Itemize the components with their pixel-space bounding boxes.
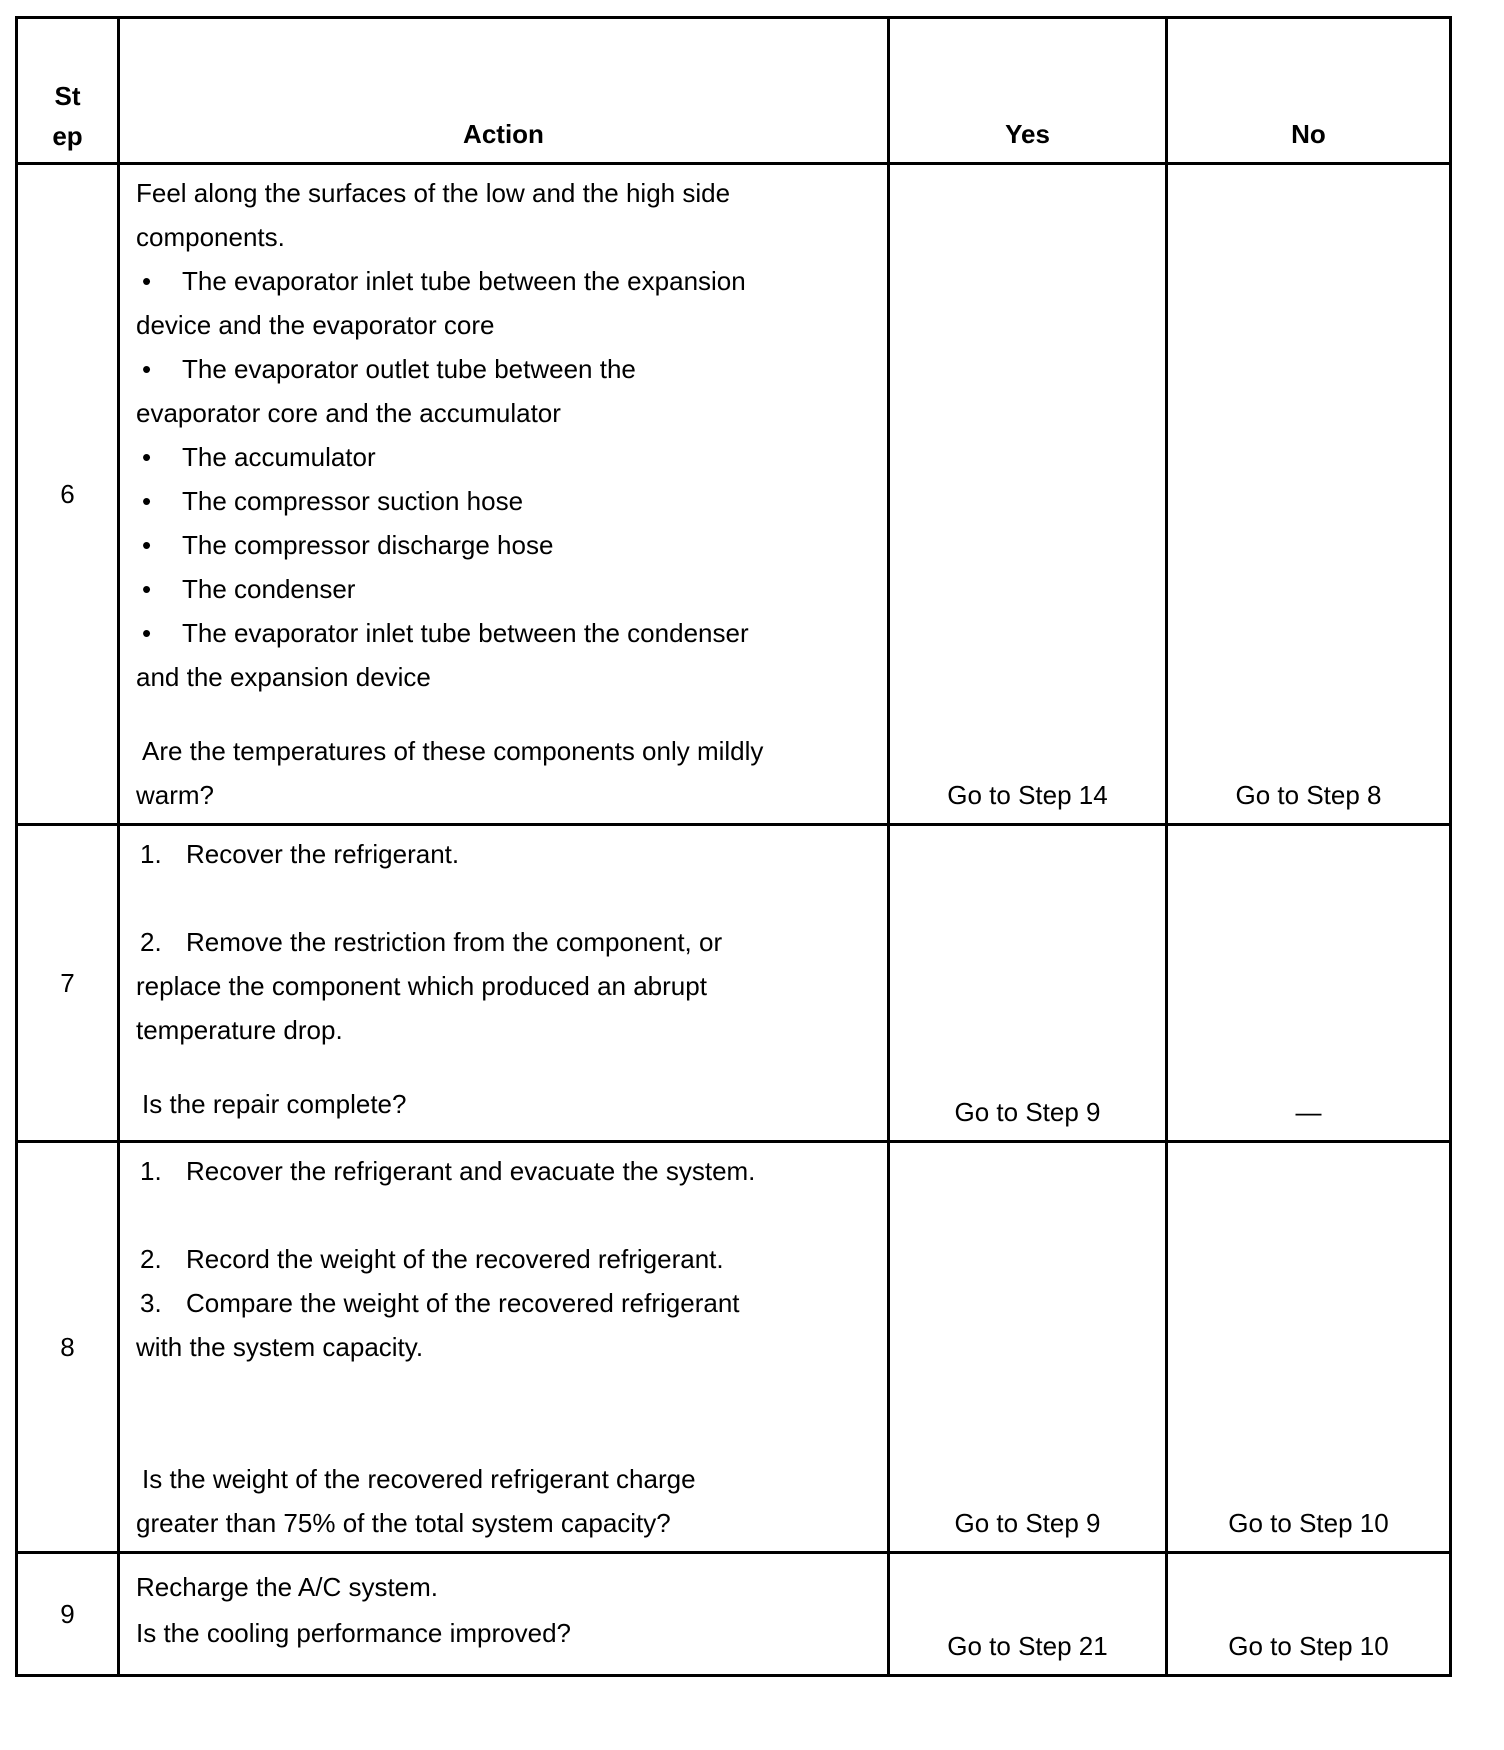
step-number: 6: [17, 164, 119, 825]
bullet-icon: •: [142, 354, 152, 384]
yes-result: Go to Step 9: [889, 1142, 1167, 1553]
yes-result: Go to Step 9: [889, 825, 1167, 1142]
no-column-header: No: [1167, 18, 1451, 164]
action-text: device and the evaporator core: [136, 310, 495, 340]
numbered-item: 1. Recover the refrigerant and evacuate the system.: [140, 1156, 756, 1186]
action-cell: [119, 825, 889, 1142]
step-number: 8: [17, 1142, 119, 1553]
action-text: with the system capacity.: [136, 1332, 424, 1362]
bullet-icon: •: [142, 530, 152, 560]
action-column-header: Action: [119, 18, 889, 164]
action-text: replace the component which produced an abrupt: [136, 971, 707, 1001]
action-cell: [119, 164, 889, 825]
action-question: Is the weight of the recovered refrigerant charge: [142, 1464, 696, 1494]
yes-result: Go to Step 21: [889, 1553, 1167, 1676]
bullet-icon: •: [142, 486, 152, 516]
numbered-item: 1. Recover the refrigerant.: [140, 839, 460, 869]
step-number: 7: [17, 825, 119, 1142]
action-text: Feel along the surfaces of the low and the high side: [136, 178, 731, 208]
bullet-item: • The evaporator inlet tube between the expansion: [136, 259, 867, 303]
action-text: and the expansion device: [136, 662, 431, 692]
step-number: 9: [17, 1553, 119, 1676]
header-row: [17, 18, 1451, 164]
action-question: Is the cooling performance improved?: [136, 1618, 572, 1648]
bullet-item: • The evaporator outlet tube between the: [136, 347, 867, 391]
action-text: components.: [136, 222, 285, 252]
bullet-item: • The accumulator: [136, 435, 867, 479]
yes-result: Go to Step 14: [889, 164, 1167, 825]
diagnostic-table: [15, 16, 1452, 1677]
bullet-item: • The evaporator inlet tube between the condenser: [136, 611, 867, 655]
action-text: Recharge the A/C system.: [136, 1572, 439, 1602]
step-column-header: St ep: [17, 18, 119, 164]
action-question: Are the temperatures of these components only mildly: [142, 736, 764, 766]
bullet-item: • The compressor discharge hose: [136, 523, 867, 567]
action-text: temperature drop.: [136, 1015, 343, 1045]
no-result: Go to Step 10: [1167, 1142, 1451, 1553]
numbered-item: 3. Compare the weight of the recovered refrigerant: [140, 1288, 740, 1318]
bullet-icon: •: [142, 266, 152, 296]
numbered-item: 2. Remove the restriction from the component, or: [140, 927, 723, 957]
table-row: [17, 825, 1451, 1142]
action-question: Is the repair complete?: [142, 1089, 407, 1119]
action-text: evaporator core and the accumulator: [136, 398, 561, 428]
no-result: Go to Step 10: [1167, 1553, 1451, 1676]
bullet-item: • The condenser: [136, 567, 867, 611]
action-question: warm?: [136, 780, 215, 810]
table-row: [17, 1553, 1451, 1676]
action-cell: [119, 1142, 889, 1553]
bullet-item: • The compressor suction hose: [136, 479, 867, 523]
action-question: greater than 75% of the total system capacity?: [136, 1508, 671, 1538]
yes-column-header: Yes: [889, 18, 1167, 164]
bullet-icon: •: [142, 442, 152, 472]
no-result: —: [1167, 825, 1451, 1142]
table-row: [17, 164, 1451, 825]
bullet-icon: •: [142, 574, 152, 604]
no-result: Go to Step 8: [1167, 164, 1451, 825]
table-row: [17, 1142, 1451, 1553]
bullet-icon: •: [142, 618, 152, 648]
action-cell: [119, 1553, 889, 1676]
numbered-item: 2. Record the weight of the recovered refrigerant.: [140, 1244, 724, 1274]
